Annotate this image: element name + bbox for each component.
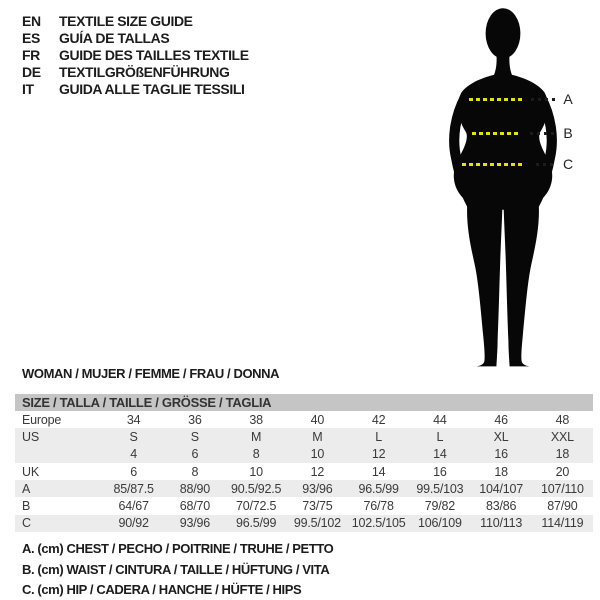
table-cell: 34 [126,412,141,427]
table-row-waist-b [15,497,593,514]
table-cell: 6 [130,464,137,479]
table-cell: 76/78 [363,499,394,514]
lang-title: TEXTILE SIZE GUIDE [59,13,193,29]
table-cell: 46 [494,412,508,427]
size-table [15,394,593,532]
table-cell: 104/107 [479,481,524,496]
hip-dash-line [462,163,522,166]
table-cell: 16 [494,447,508,462]
table-cell: 18 [555,447,570,462]
table-row-us-letters [15,428,593,445]
legend-hip: C. (cm) HIP / CADERA / HANCHE / HÜFTE / HIPS [22,582,302,597]
table-cell: 99.5/102 [293,516,341,531]
table-cell: 93/96 [302,481,333,496]
table-cell: 44 [433,412,447,427]
marker-label-b: B [563,125,573,141]
woman-group-title: WOMAN / MUJER / FEMME / FRAU / DONNA [22,366,280,381]
lang-row-es [22,30,249,47]
woman-silhouette-icon [440,6,566,368]
lang-row-it [22,81,249,98]
table-cell: 106/109 [417,516,462,531]
table-cell: 110/113 [480,516,523,531]
table-row-us-numbers [15,446,593,463]
table-cell: 70/72.5 [235,499,277,514]
table-cell: M [251,429,262,444]
legend-chest: A. (cm) CHEST / PECHO / POITRINE / TRUHE / PETTO [22,541,334,556]
table-cell: 36 [188,412,202,427]
table-cell: 90/92 [118,516,149,531]
table-cell: 96.5/99 [358,481,399,496]
woman-silhouette-figure [440,6,566,368]
hip-pointer-line [536,163,557,166]
table-cell: 114/119 [541,516,584,531]
table-cell: 38 [249,412,263,427]
table-row-europe [15,411,593,428]
lang-title: TEXTILGRÖßENFÜHRUNG [59,64,230,80]
table-cell: 64/67 [118,499,149,514]
lang-row-en [22,13,249,30]
table-cell: 102.5/105 [351,516,406,531]
table-cell: 83/86 [485,499,517,514]
table-cell: 85/87.5 [113,481,154,496]
table-cell: S [190,429,199,444]
marker-label-a: A [563,91,573,107]
row-label: Europe [22,412,62,427]
measurement-legend [22,539,333,600]
chest-dash-line [469,98,522,101]
lang-code: IT [22,81,34,97]
table-cell: 68/70 [179,499,211,514]
table-cell: 48 [555,412,570,427]
table-cell: S [129,429,138,444]
lang-row-de [22,64,249,81]
table-cell: 10 [249,464,263,479]
table-cell: 12 [310,464,325,479]
table-cell: 99.5/103 [416,481,464,496]
row-label: A [22,481,31,496]
size-table-header: SIZE / TALLA / TAILLE / GRÖSSE / TAGLIA [15,394,593,411]
table-cell: 6 [191,447,199,462]
table-cell: 4 [130,447,137,462]
table-cell: 8 [191,464,199,479]
chest-pointer-line [531,98,557,101]
table-cell: 79/82 [424,499,456,514]
table-cell: 20 [555,464,570,479]
table-cell: 10 [310,447,325,462]
table-cell: 40 [310,412,325,427]
table-cell: XL [493,429,509,444]
table-cell: 107/110 [540,481,584,496]
lang-title: GUIDA ALLE TAGLIE TESSILI [59,81,245,97]
table-cell: 42 [371,412,386,427]
waist-pointer-line [530,132,557,135]
marker-label-c: C [562,156,574,172]
lang-code: FR [22,47,40,63]
lang-title: GUIDE DES TAILLES TEXTILE [59,47,249,63]
legend-waist: B. (cm) WAIST / CINTURA / TAILLE / HÜFTUNG / VITA [22,561,330,577]
table-cell: 96.5/99 [235,516,277,531]
table-cell: 16 [433,464,447,479]
row-label: B [22,499,31,514]
lang-row-fr [22,47,249,64]
waist-dash-line [472,132,519,135]
table-cell: 93/96 [179,516,211,531]
table-cell: 87/90 [547,499,578,514]
table-row-uk [15,463,593,480]
table-cell: 8 [252,447,260,462]
table-cell: 18 [494,464,508,479]
row-label: C [22,516,31,531]
table-cell: L [436,429,444,444]
table-cell: 12 [371,447,386,462]
lang-code: DE [22,64,41,80]
row-label: UK [22,464,39,479]
table-cell: XXL [550,429,574,444]
row-label: US [22,429,39,444]
lang-code: EN [22,13,41,29]
table-row-chest-a [15,480,593,497]
table-cell: M [312,429,323,444]
table-cell: 88/90 [179,481,211,496]
lang-code: ES [22,30,40,46]
table-cell: 90.5/92.5 [230,481,282,496]
lang-title: GUÍA DE TALLAS [59,30,170,46]
table-cell: L [375,429,382,444]
table-cell: 73/75 [302,499,333,514]
language-title-list [22,13,249,98]
table-cell: 14 [371,464,386,479]
table-row-hip-c [15,515,593,532]
table-cell: 14 [433,447,447,462]
